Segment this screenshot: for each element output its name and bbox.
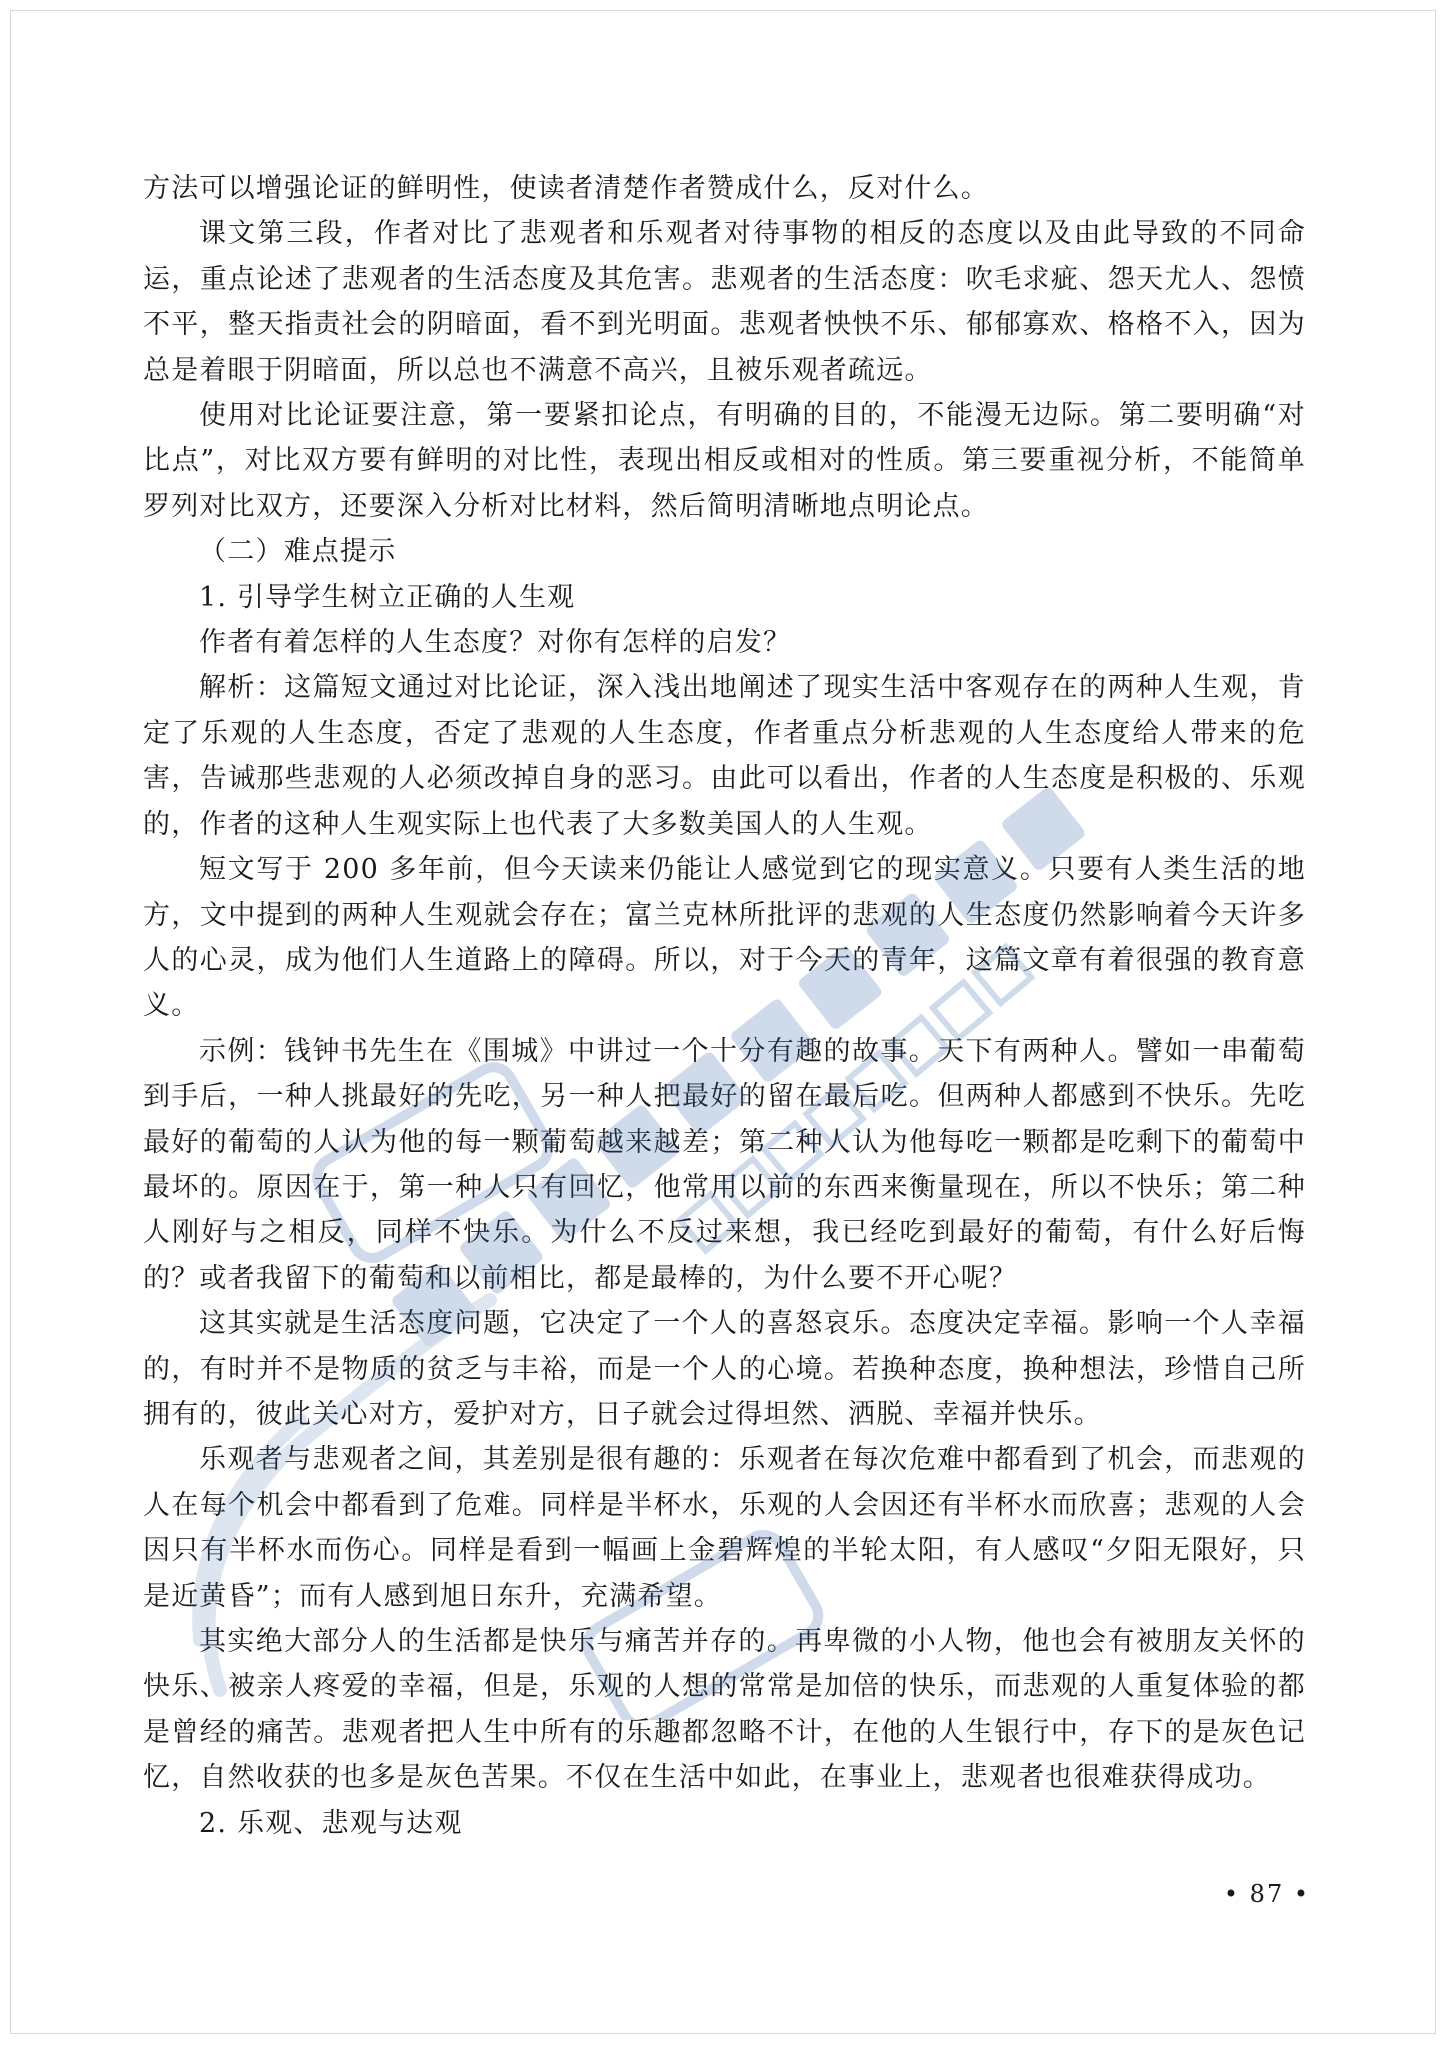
paragraph: 示例：钱钟书先生在《围城》中讲过一个十分有趣的故事。天下有两种人。譬如一串葡萄到手后，一种人挑最好的先吃，另一种人把最好的留在最后吃。但两种人都感到不快乐。先吃最好的葡萄的人认为他的每一颗葡萄越来越差；第二种人认为他每吃一颗都是吃剩下的葡萄中最坏的。原因在于，第一种人只有回忆，他常用以前的东西来衡量现在，所以不快乐；第二种人刚好与之相反，同样不快乐。为什么不反过来想，我已经吃到最好的葡萄，有什么好后悔的？或者我留下的葡萄和以前相比，都是最棒的，为什么要不开心呢？ xyxy=(143,1035,1306,1294)
paragraph: 方法可以增强论证的鲜明性，使读者清楚作者赞成什么，反对什么。 xyxy=(143,173,989,204)
paragraph: 使用对比论证要注意，第一要紧扣论点，有明确的目的，不能漫无边际。第二要明确“对比点”，对比双方要有鲜明的对比性，表现出相反或相对的性质。第三要重视分析，不能简单罗列对比双方，还要深入分析对比材料，然后简明清晰地点明论点。 xyxy=(143,400,1306,522)
paragraph: 课文第三段，作者对比了悲观者和乐观者对待事物的相反的态度以及由此导致的不同命运，重点论述了悲观者的生活态度及其危害。悲观者的生活态度：吹毛求疵、怨天尤人、怨愤不平，整天指责社会的阴暗面，看不到光明面。悲观者怏怏不乐、郁郁寡欢、格格不入，因为总是着眼于阴暗面，所以总也不满意不高兴，且被乐观者疏远。 xyxy=(143,218,1306,386)
paragraph: 乐观者与悲观者之间，其差别是很有趣的：乐观者在每次危难中都看到了机会，而悲观的人在每个机会中都看到了危难。同样是半杯水，乐观的人会因还有半杯水而欣喜；悲观的人会因只有半杯水而伤心。同样是看到一幅画上金碧辉煌的半轮太阳，有人感叹“夕阳无限好，只是近黄昏”；而有人感到旭日东升，充满希望。 xyxy=(143,1444,1306,1612)
page-number: • 87 • xyxy=(1223,1880,1310,1908)
paragraph: 这其实就是生活态度问题，它决定了一个人的喜怒哀乐。态度决定幸福。影响一个人幸福的，有时并不是物质的贫乏与丰裕，而是一个人的心境。若换种态度，换种想法，珍惜自己所拥有的，彼此关心对方，爱护对方，日子就会过得坦然、洒脱、幸福并快乐。 xyxy=(143,1308,1306,1430)
question: 作者有着怎样的人生态度？对你有怎样的启发？ xyxy=(199,627,792,659)
document-body xyxy=(143,166,1306,1846)
subsection-heading: 2. 乐观、悲观与达观 xyxy=(199,1807,463,1839)
subsection-heading: 1. 引导学生树立正确的人生观 xyxy=(199,581,576,613)
paragraph: 解析：这篇短文通过对比论证，深入浅出地阐述了现实生活中客观存在的两种人生观，肯定了乐观的人生态度，否定了悲观的人生态度，作者重点分析悲观的人生态度给人带来的危害，告诫那些悲观的人必须改掉自身的恶习。由此可以看出，作者的人生态度是积极的、乐观的，作者的这种人生观实际上也代表了大多数美国人的人生观。 xyxy=(143,672,1306,840)
paragraph: 短文写于 200 多年前，但今天读来仍能让人感觉到它的现实意义。只要有人类生活的地方，文中提到的两种人生观就会存在；富兰克林所批评的悲观的人生态度仍然影响着今天许多人的心灵，成为他们人生道路上的障碍。所以，对于今天的青年，这篇文章有着很强的教育意义。 xyxy=(143,854,1306,1022)
section-heading: （二）难点提示 xyxy=(199,536,397,568)
paragraph: 其实绝大部分人的生活都是快乐与痛苦并存的。再卑微的小人物，他也会有被朋友关怀的快乐、被亲人疼爱的幸福，但是，乐观的人想的常常是加倍的快乐，而悲观的人重复体验的都是曾经的痛苦。悲观者把人生中所有的乐趣都忽略不计，在他的人生银行中，存下的是灰色记忆，自然收获的也多是灰色苦果。不仅在生活中如此，在事业上，悲观者也很难获得成功。 xyxy=(143,1626,1306,1794)
